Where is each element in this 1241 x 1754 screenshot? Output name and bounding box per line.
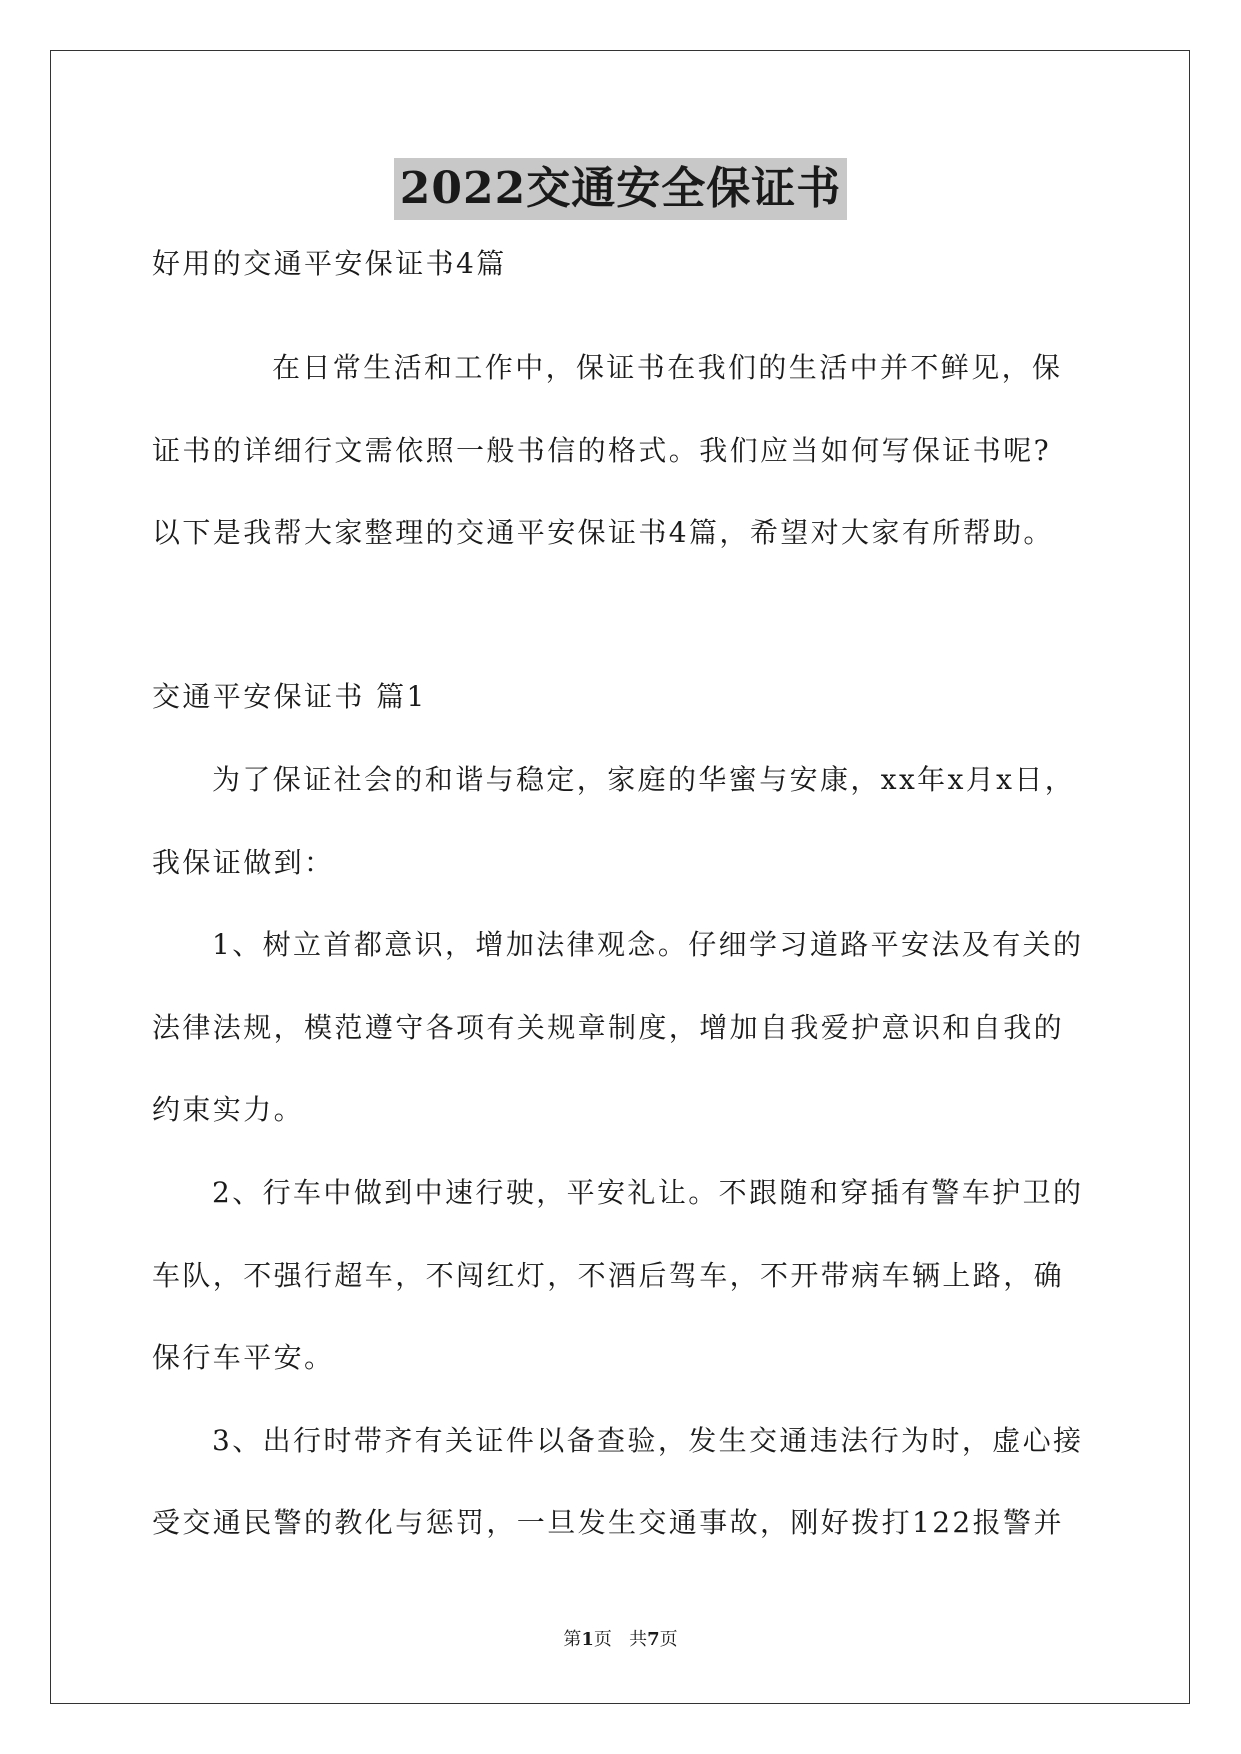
footer-suffix: 页 — [659, 1629, 678, 1650]
paragraph-line: 车队，不强行超车，不闯红灯，不酒后驾车，不开带病车辆上路，确 — [152, 1259, 1065, 1292]
subtitle-line: 好用的交通平安保证书4篇 — [152, 247, 507, 280]
footer-current-page: 1 — [581, 1629, 594, 1650]
paragraph-line: 2、行车中做到中速行驶，平安礼让。不跟随和穿插有警车护卫的 — [212, 1176, 1084, 1209]
paragraph-line: 1、树立首都意识，增加法律观念。仔细学习道路平安法及有关的 — [212, 928, 1084, 961]
footer-total-pages: 7 — [647, 1629, 660, 1650]
paragraph-line: 受交通民警的教化与惩罚，一旦发生交通事故，刚好拨打122报警并 — [152, 1506, 1064, 1539]
document-title: 2022交通安全保证书 — [394, 158, 847, 220]
paragraph-line: 保行车平安。 — [152, 1341, 335, 1374]
page-footer — [0, 1628, 1241, 1652]
footer-prefix: 第 — [563, 1629, 582, 1650]
paragraph-line: 法律法规，模范遵守各项有关规章制度，增加自我爱护意识和自我的 — [152, 1011, 1065, 1044]
paragraph-line: 约束实力。 — [152, 1093, 305, 1126]
paragraph-line: 3、出行时带齐有关证件以备查验，发生交通违法行为时，虚心接 — [212, 1424, 1084, 1457]
paragraph-line: 以下是我帮大家整理的交通平安保证书4篇，希望对大家有所帮助。 — [152, 516, 1054, 549]
paragraph-line: 为了保证社会的和谐与稳定，家庭的华蜜与安康，xx年x月x日， — [212, 763, 1076, 796]
paragraph-line: 我保证做到： — [152, 846, 335, 879]
paragraph-line: 在日常生活和工作中，保证书在我们的生活中并不鲜见，保 — [272, 351, 1063, 384]
title-container — [0, 158, 1241, 220]
paragraph-line: 证书的详细行文需依照一般书信的格式。我们应当如何写保证书呢? — [152, 434, 1052, 467]
footer-mid: 页 共 — [593, 1629, 648, 1650]
section-heading: 交通平安保证书 篇1 — [152, 680, 427, 713]
